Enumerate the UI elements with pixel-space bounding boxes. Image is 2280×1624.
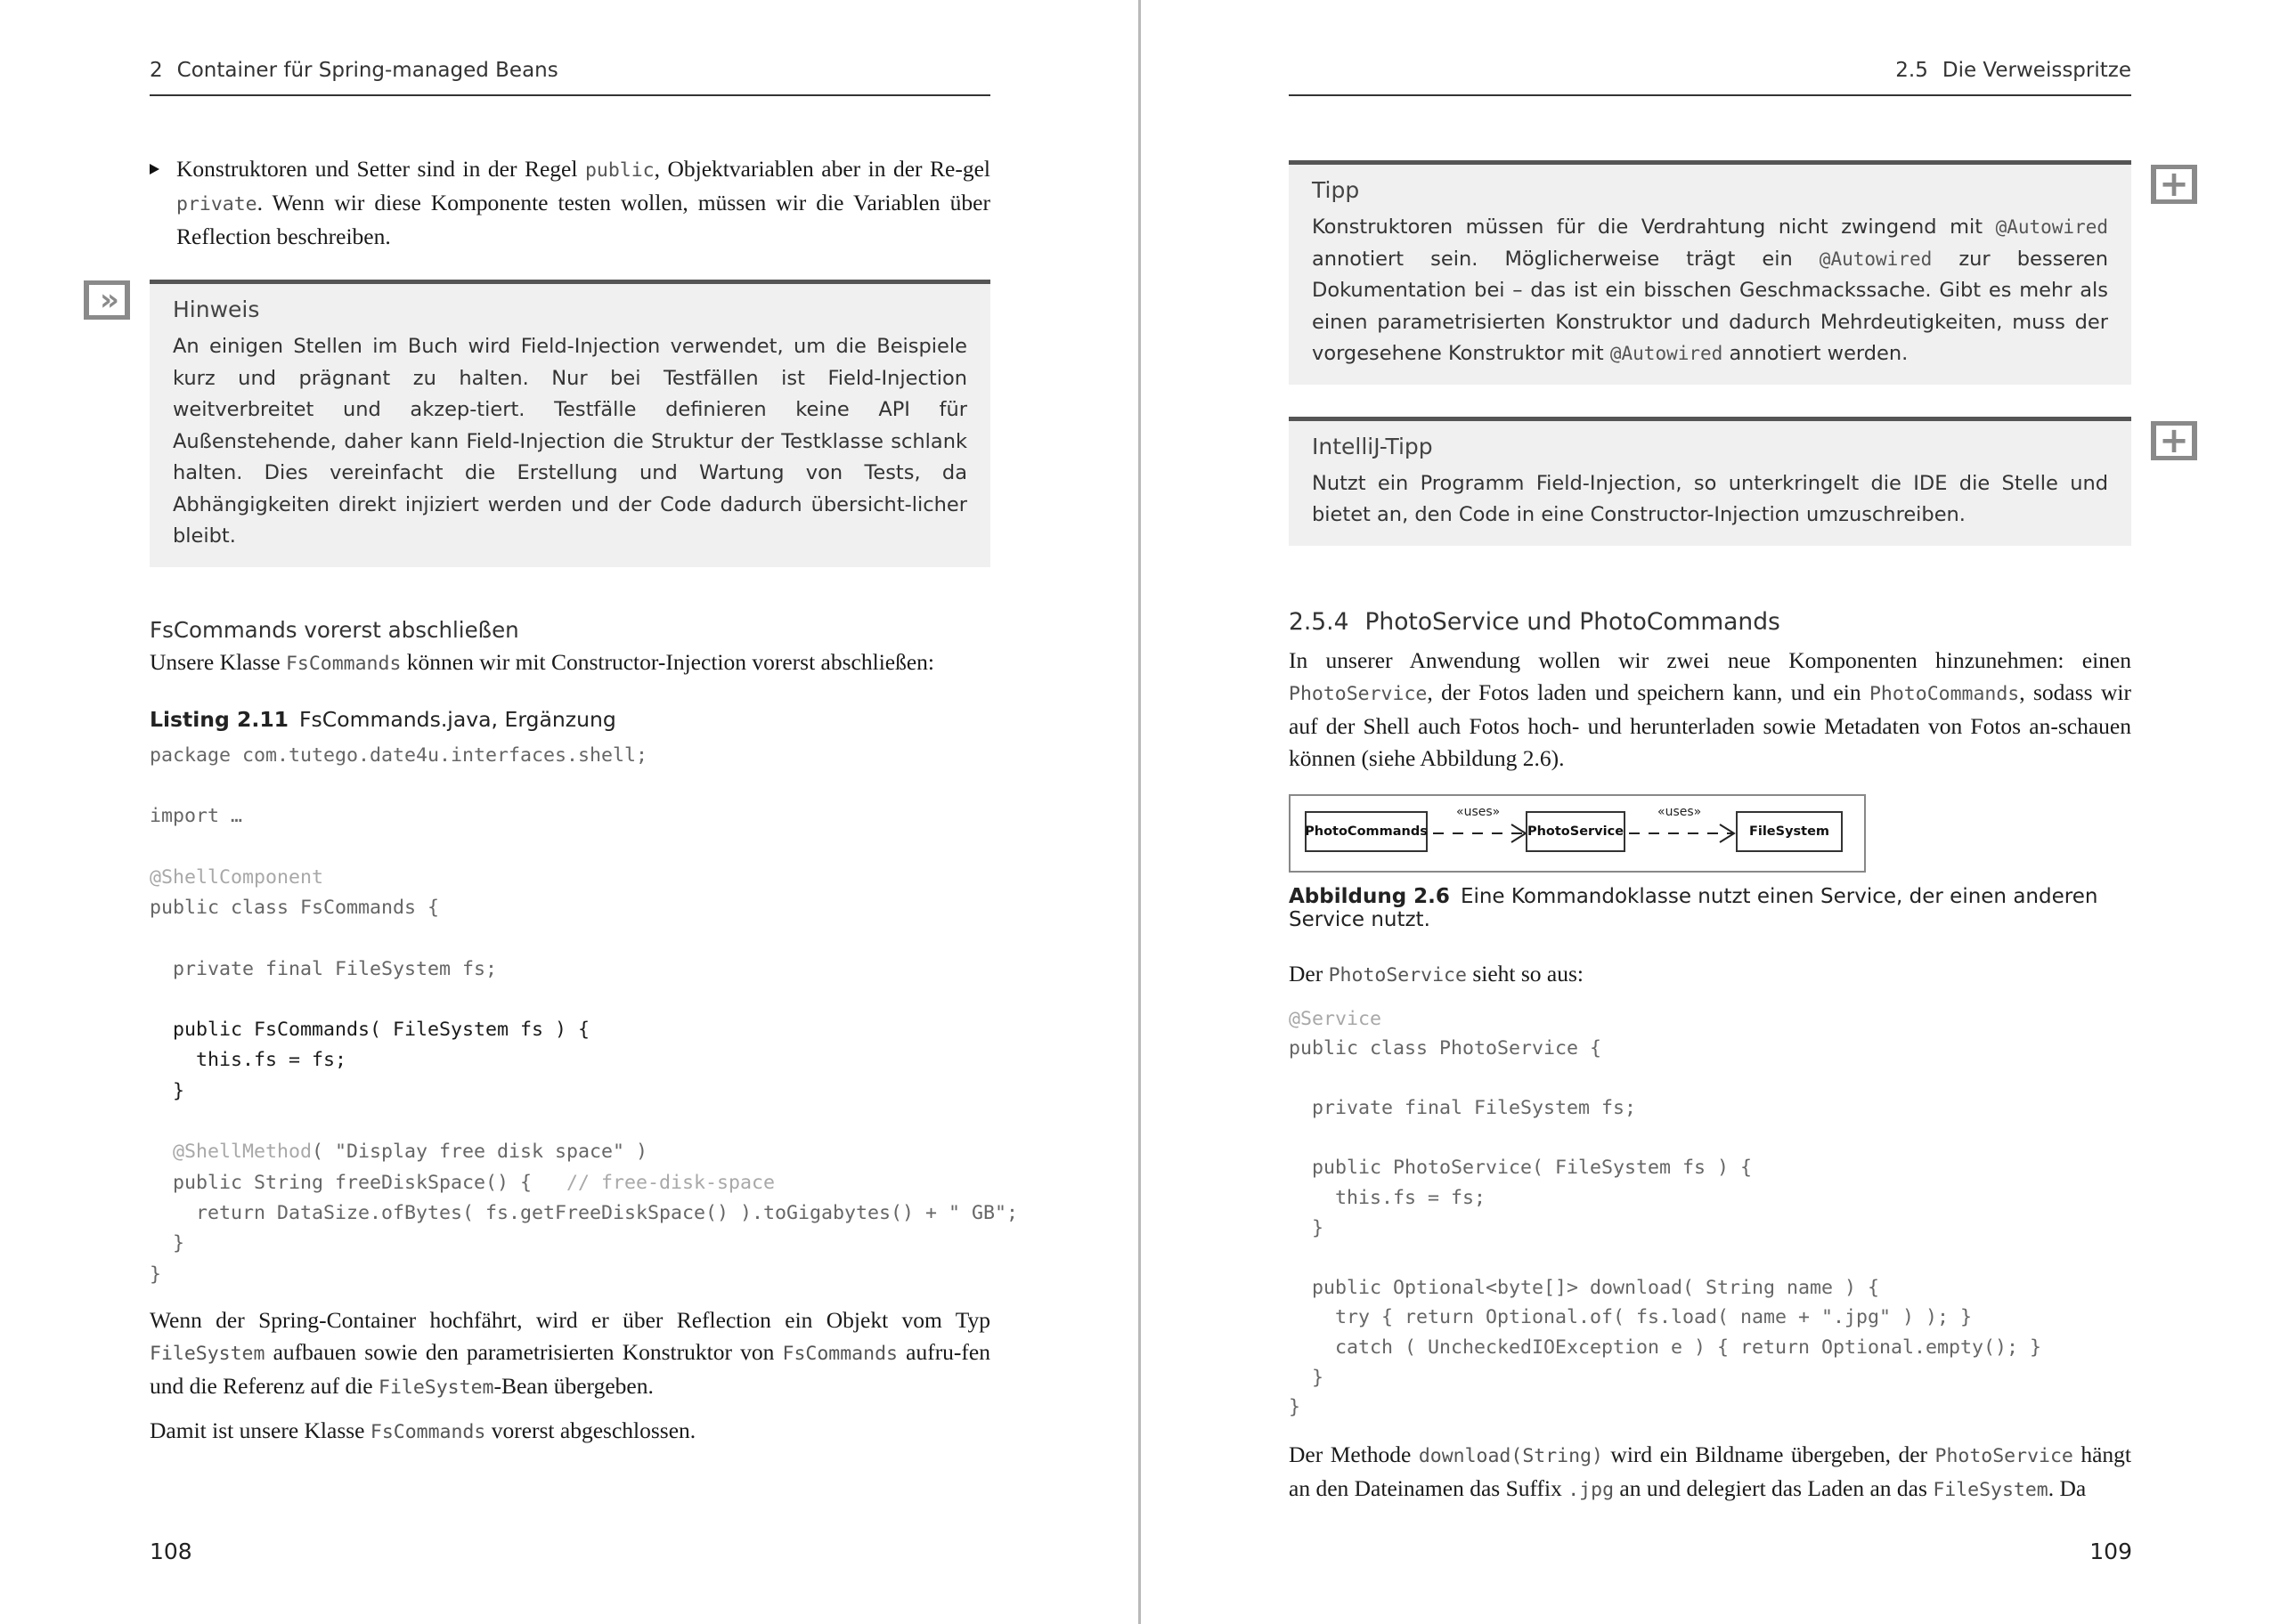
tip-box (1289, 160, 2189, 385)
text: können wir mit Constructor-Injection vorerst abschließen: (401, 648, 934, 675)
paragraph (1289, 1439, 2131, 1506)
hint-text: An einigen Stellen im Buch wird Field-Injection verwendet, um die Beispiele kurz und prägnant zu halten. Nur bei Testfällen ist Field-Injection weitverbreitet und akzep-tiert. Testfälle definieren keine API für Außenstehende, daher kann Field-Injection die Struktur der Testklasse schlank halten. Dies vereinfacht die Erstellung und Wartung von Tests, da Abhängigkeiten direkt injiziert werden und der Code dadurch übersicht-licher bleibt. (173, 335, 967, 548)
inline-code: download(String) (1418, 1444, 1603, 1467)
inline-code: .jpg (1568, 1478, 1615, 1501)
listing-label: Listing 2.11 (150, 706, 289, 732)
text: Konstruktoren müssen für die Verdrahtung nicht zwingend mit (1312, 215, 1996, 239)
code-line: import … (150, 805, 243, 828)
section-title: Die Verweisspritze (1942, 59, 2131, 82)
node-filesystem: FileSystem (1736, 811, 1843, 852)
inline-code: PhotoService (1328, 963, 1467, 987)
code-listing (150, 741, 1019, 1290)
plus-marker-icon: + (2151, 421, 2197, 460)
text: annotiert sein. Möglicherweise trägt ein (1312, 247, 1820, 271)
inline-code: PhotoCommands (1869, 682, 2020, 705)
text: zur besseren Dokumentation bei – das ist ein bisschen Geschmackssache. Gibt es mehr als einen parametrisierten Konstruktor und dadurch Mehrdeutigkeiten, muss der vorgesehene Konstruktor mit (1312, 247, 2108, 365)
section-heading-title: PhotoService und PhotoCommands (1364, 607, 1780, 636)
inline-code: public (584, 159, 655, 182)
inline-code: @Autowired (1819, 248, 1933, 270)
code-line: } (1289, 1366, 1324, 1389)
bullet-list (150, 153, 990, 253)
chapter-number: 2 (150, 59, 163, 82)
code-line: } (1289, 1396, 1301, 1419)
page-number-right: 109 (2089, 1539, 2132, 1564)
chapter-title: Container für Spring-managed Beans (176, 59, 558, 82)
text: Wenn der Spring-Container hochfährt, wird er über Reflection ein Objekt vom Typ (150, 1306, 990, 1333)
inline-code: FileSystem (150, 1342, 265, 1365)
intellij-tip-text: Nutzt ein Programm Field-Injection, so unterkringelt die IDE die Stelle und bietet an, den Code in eine Constructor-Injection umzuschreiben. (1312, 471, 2108, 526)
text: , der Fotos laden und speichern kann, und ein (1427, 678, 1869, 705)
running-header-right (1289, 59, 2131, 96)
code-line: return DataSize.ofBytes( fs.getFreeDiskSpace() ).toGigabytes() + " GB"; (150, 1201, 1019, 1224)
code-line: @ShellComponent (150, 865, 324, 889)
intellij-tip-title: IntelliJ-Tipp (1312, 433, 1433, 459)
code-line: @Service (1289, 1007, 1382, 1030)
inline-code: PhotoService (1934, 1444, 2073, 1467)
figure-caption (1289, 885, 2131, 931)
figure-label: Abbildung 2.6 (1289, 884, 1450, 908)
text: Der (1289, 960, 1329, 987)
text: vorerst abgeschlossen. (485, 1417, 696, 1443)
hint-marker-icon: » (84, 280, 130, 320)
figure-caption-text: Eine Kommandoklasse nutzt einen Service, der einen anderen Service nutzt. (1289, 884, 2098, 931)
code-line: public Optional<byte[]> download( String name ) { (1289, 1276, 1880, 1299)
inline-code: FsCommands (782, 1342, 898, 1365)
code-line: catch ( UncheckedIOException e ) { return Optional.empty(); } (1289, 1336, 2042, 1360)
code-comment: // free-disk-space (532, 1171, 776, 1194)
inline-code: @Autowired (1609, 343, 1723, 364)
running-header-left (150, 59, 990, 96)
code-line: ( "Display free disk space" ) (312, 1141, 648, 1164)
section-heading-number: 2.5.4 (1289, 607, 1349, 636)
text: an und delegiert das Laden an das (1614, 1474, 1934, 1501)
uml-figure (1289, 794, 1866, 873)
text: -Bean übergeben. (493, 1372, 654, 1399)
text: hängt an den Dateinamen das Suffix (1289, 1441, 2131, 1501)
left-column (100, 153, 1019, 1449)
code-line: } (150, 1079, 185, 1102)
text: wird ein Bildname übergeben, der (1602, 1441, 1935, 1467)
inline-code: private (176, 193, 257, 215)
right-column (1289, 160, 2189, 1506)
plus-marker-icon: + (2151, 165, 2197, 204)
text: annotiert werden. (1722, 342, 1909, 365)
hint-title: Hinweis (173, 296, 260, 322)
intellij-tip-box (1289, 417, 2189, 546)
node-photoservice: PhotoService (1526, 811, 1625, 852)
code-line: private final FileSystem fs; (150, 957, 498, 980)
text: sieht so aus: (1466, 960, 1584, 987)
code-annotation: @ShellMethod (150, 1141, 313, 1164)
text: Damit ist unsere Klasse (150, 1417, 370, 1443)
text: aufru-fen und die Referenz auf die (150, 1338, 990, 1399)
code-line: public FsCommands( FileSystem fs ) { (150, 1019, 590, 1042)
code-line: try { return Optional.of( fs.load( name + ".jpg" ) ); } (1289, 1306, 1973, 1329)
section-heading (1289, 608, 2131, 636)
inline-code: @Autowired (1995, 216, 2108, 238)
paragraph (150, 1304, 990, 1404)
subheading: FsCommands vorerst abschließen (150, 616, 519, 643)
list-item (176, 153, 990, 253)
code-line: public String freeDiskSpace() { (150, 1171, 533, 1194)
inline-code: FsCommands (285, 652, 402, 675)
code-line: package com.tutego.date4u.interfaces.shell; (150, 743, 648, 767)
text: Konstruktoren und Setter sind in der Regel (176, 156, 585, 182)
code-listing (1289, 1004, 2131, 1423)
code-line: } (150, 1263, 162, 1286)
paragraph (1289, 645, 2131, 775)
text: , sodass wir auf der Shell auch Fotos hoch- und herunterladen sowie Metadaten von Fotos an-schauen können (siehe Abbildung 2.6). (1289, 678, 2131, 771)
code-line: public class FsCommands { (150, 896, 440, 919)
section-number: 2.5 (1895, 59, 1928, 82)
text: In unserer Anwendung wollen wir zwei neue Komponenten hinzunehmen: einen (1289, 646, 2131, 673)
text: . Da (2048, 1474, 2087, 1501)
inline-code: FsCommands (370, 1420, 486, 1443)
left-page (0, 0, 1138, 1624)
inline-code: FileSystem (379, 1376, 494, 1399)
listing-title: FsCommands.java, Ergänzung (299, 706, 616, 732)
code-line: private final FileSystem fs; (1289, 1097, 1637, 1120)
paragraph (150, 646, 990, 680)
node-photocommands: PhotoCommands (1305, 811, 1428, 852)
text: . Wenn wir diese Komponente testen wollen, müssen wir die Variablen über Reflection beschreiben. (176, 190, 990, 249)
text: Der Methode (1289, 1441, 1419, 1467)
text: Unsere Klasse (150, 648, 286, 675)
code-line: } (1289, 1216, 1324, 1239)
listing-caption (150, 707, 990, 732)
tip-text (1312, 212, 2108, 370)
code-line: public PhotoService( FileSystem fs ) { (1289, 1157, 1753, 1180)
inline-code: FileSystem (1933, 1478, 2048, 1501)
stereotype-label: «uses» (1456, 804, 1501, 819)
code-line: } (150, 1232, 185, 1255)
tip-title: Tipp (1312, 177, 1360, 203)
paragraph (150, 1415, 990, 1449)
code-line: this.fs = fs; (1289, 1187, 1486, 1210)
page-number-left: 108 (150, 1539, 192, 1564)
text: aufbauen sowie den parametrisierten Konstruktor von (265, 1338, 783, 1365)
code-line: this.fs = fs; (150, 1049, 347, 1072)
right-page (1141, 0, 2280, 1624)
stereotype-label: «uses» (1657, 804, 1702, 819)
code-line: public class PhotoService { (1289, 1037, 1602, 1060)
inline-code: PhotoService (1289, 682, 1428, 705)
paragraph (1289, 958, 2131, 992)
hint-box (100, 280, 990, 567)
text: , Objektvariablen aber in der Re-gel (654, 156, 991, 182)
